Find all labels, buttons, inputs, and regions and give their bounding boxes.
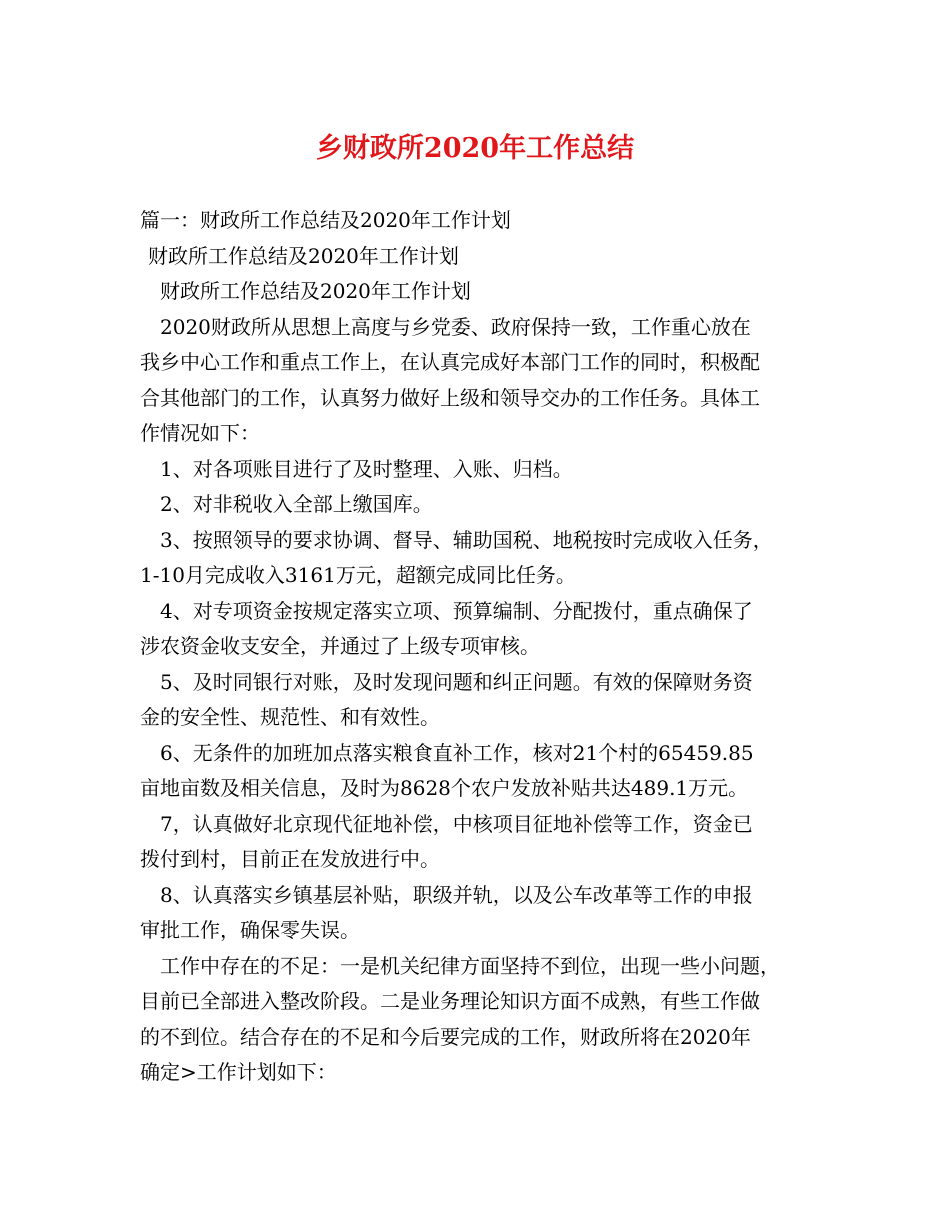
paragraph-line: 2020财政所从思想上高度与乡党委、政府保持一致，工作重心放在	[160, 314, 751, 339]
subheading: 财政所工作总结及2020年工作计划	[160, 279, 471, 303]
list-item: 3、按照领导的要求协调、督导、辅助国税、地税按时完成收入任务，	[160, 527, 773, 552]
section-heading: 篇一：财政所工作总结及2020年工作计划	[140, 208, 511, 232]
list-item-continuation: 审批工作，确保零失误。	[140, 918, 360, 942]
document-body	[140, 203, 830, 1091]
list-item: 2、对非税收入全部上缴国库。	[160, 492, 433, 516]
list-item-continuation: 涉农资金收支安全，并通过了上级专项审核。	[140, 634, 540, 658]
list-item-continuation: 金的安全性、规范性、和有效性。	[140, 705, 440, 729]
list-item-continuation: 亩地亩数及相关信息，及时为8628个农户发放补贴共达489.1万元。	[140, 776, 749, 800]
list-item-continuation: 拨付到村，目前正在发放进行中。	[140, 847, 440, 871]
paragraph-line: 合其他部门的工作，认真努力做好上级和领导交办的工作任务。具体工	[140, 385, 760, 410]
list-item: 1、对各项账目进行了及时整理、入账、归档。	[160, 456, 573, 481]
paragraph-line: 的不到位。结合存在的不足和今后要完成的工作，财政所将在2020年	[140, 1024, 751, 1049]
document-title: 乡财政所2020年工作总结	[315, 133, 635, 164]
list-item: 8、认真落实乡镇基层补贴，职级并轨，以及公车改革等工作的申报	[160, 882, 753, 907]
paragraph-line: 确定>工作计划如下：	[140, 1060, 337, 1084]
paragraph-line: 我乡中心工作和重点工作上，在认真完成好本部门工作的同时，积极配	[140, 350, 760, 374]
list-item: 7，认真做好北京现代征地补偿，中核项目征地补偿等工作，资金已	[160, 811, 753, 836]
subheading: 财政所工作总结及2020年工作计划	[148, 243, 459, 268]
paragraph-line: 作情况如下：	[140, 421, 260, 445]
paragraph-line: 工作中存在的不足：一是机关纪律方面坚持不到位，出现一些小问题，	[160, 953, 780, 978]
list-item: 4、对专项资金按规定落实立项、预算编制、分配拨付，重点确保了	[160, 598, 753, 623]
list-item: 6、无条件的加班加点落实粮食直补工作，核对21个村的65459.85	[160, 740, 754, 765]
paragraph-line: 目前已全部进入整改阶段。二是业务理论知识方面不成熟，有些工作做	[140, 989, 760, 1013]
list-item: 5、及时同银行对账，及时发现问题和纠正问题。有效的保障财务资	[160, 669, 753, 694]
list-item-continuation: 1-10月完成收入3161万元，超额完成同比任务。	[140, 563, 576, 587]
